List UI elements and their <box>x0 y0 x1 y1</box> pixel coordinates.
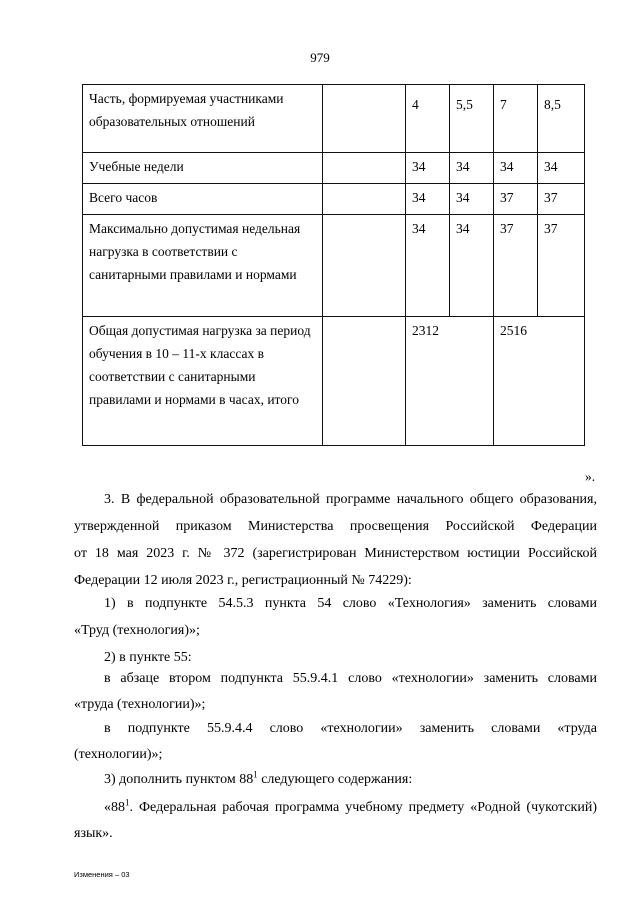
closing-quote: ». <box>585 469 596 484</box>
table-row <box>83 184 585 215</box>
value-cell: 34 <box>406 153 450 184</box>
empty-cell <box>323 85 406 153</box>
value-cell: 4 <box>406 85 450 153</box>
footer-note: Изменения – 03 <box>74 870 130 879</box>
value-cell: 37 <box>494 215 538 317</box>
quote-line-1: «$88^1$. Федеральная рабочая программа учебному предмету «Родной (чукотский) <box>104 797 597 815</box>
empty-cell <box>323 184 406 215</box>
table-row <box>83 317 585 446</box>
value-cell: 34 <box>450 153 494 184</box>
item-2a-line-1: в абзаце втором подпункта 55.9.4.1 слово «технологии» заменить словами <box>104 671 597 686</box>
item-2: 2) в пункте 55: <box>104 650 192 665</box>
value-cell: 8,5 <box>538 85 585 153</box>
row-label: Учебные недели <box>83 153 323 184</box>
row-label: Общая допустимая нагрузка за период обучения в 10 – 11-х классах в соответствии с санитарными правилами и нормами в часах, итого <box>83 317 323 446</box>
paragraph-3-line-3: от 18 мая 2023 г. № 372 (зарегистрирован Министерством юстиции Российской <box>74 546 597 561</box>
row-label: Всего часов <box>83 184 323 215</box>
page-number: 979 <box>310 50 330 65</box>
table-row <box>83 85 585 153</box>
quote-line-2: язык». <box>74 826 113 841</box>
empty-cell <box>323 317 406 446</box>
item-2a-line-2: «труда (технологии)»; <box>74 697 206 712</box>
empty-cell <box>323 215 406 317</box>
value-cell: 5,5 <box>450 85 494 153</box>
value-cell: 34 <box>538 153 585 184</box>
item-1-line-2: «Труд (технология)»; <box>74 623 200 638</box>
item-2b-line-1: в подпункте 55.9.4.4 слово «технологии» заменить словами «труда <box>104 721 597 736</box>
row-label: Часть, формируемая участниками образовательных отношений <box>83 85 323 153</box>
value-cell: 37 <box>494 184 538 215</box>
empty-cell <box>323 153 406 184</box>
paragraph-3-line-4: Федерации 12 июля 2023 г., регистрационный № 74229): <box>74 573 412 588</box>
hours-table <box>82 84 585 446</box>
item-3: 3) дополнить пунктом $88^1$ следующего содержания: <box>104 769 413 787</box>
item-1-line-1: 1) в подпункте 54.5.3 пункта 54 слово «Технология» заменить словами <box>104 596 597 611</box>
value-cell: 2516 <box>494 317 585 446</box>
value-cell: 34 <box>406 215 450 317</box>
value-cell: 34 <box>494 153 538 184</box>
paragraph-3-line-2: утвержденной приказом Министерства просвещения Российской Федерации <box>74 519 597 534</box>
table-row <box>83 153 585 184</box>
value-cell: 2312 <box>406 317 494 446</box>
value-cell: 34 <box>450 215 494 317</box>
value-cell: 37 <box>538 215 585 317</box>
paragraph-3-line-1: 3. В федеральной образовательной программе начального общего образования, <box>104 492 597 507</box>
value-cell: 7 <box>494 85 538 153</box>
value-cell: 34 <box>406 184 450 215</box>
table-row <box>83 215 585 317</box>
row-label: Максимально допустимая недельная нагрузка в соответствии с санитарными правилами и нормами <box>83 215 323 317</box>
item-2b-line-2: (технологии)»; <box>74 747 163 762</box>
value-cell: 34 <box>450 184 494 215</box>
value-cell: 37 <box>538 184 585 215</box>
